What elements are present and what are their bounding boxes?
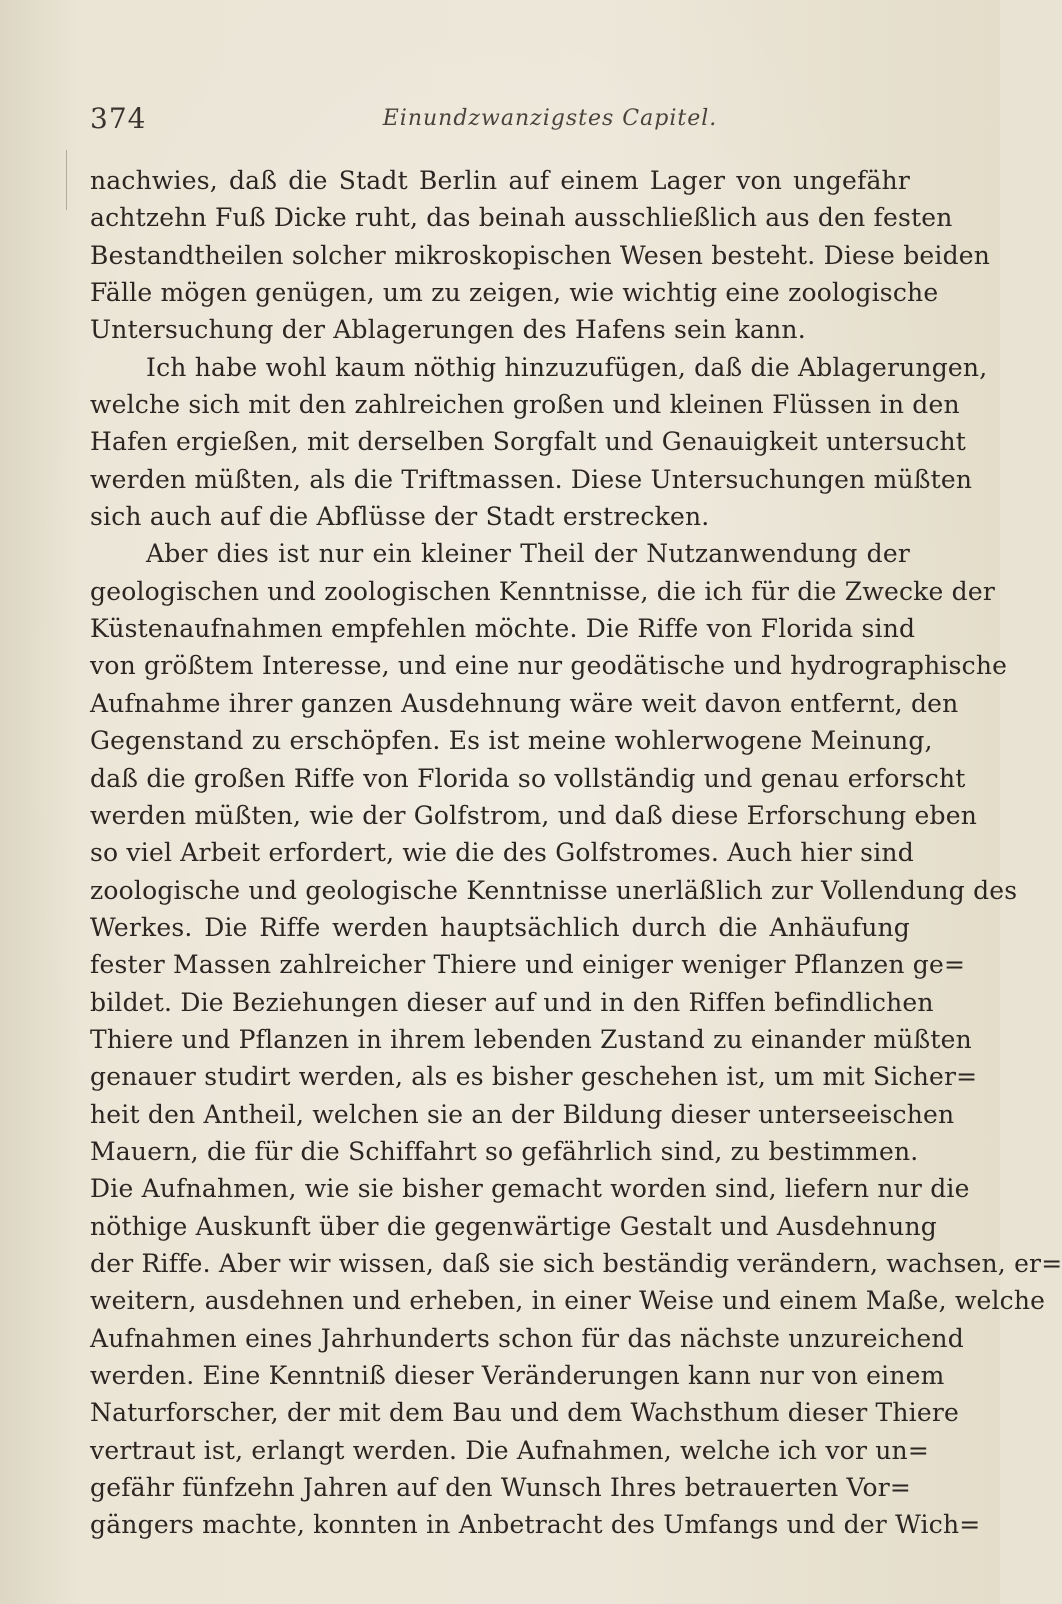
text-line: zoologische und geologische Kenntnisse unerläßlich zur Vollendung des — [90, 875, 1018, 905]
text-line: Gegenstand zu erschöpfen. Es ist meine wohlerwogene Meinung, — [90, 726, 933, 756]
text-line: daß die großen Riffe von Florida so vollständig und genau erforscht — [90, 763, 966, 793]
text-line: bildet. Die Beziehungen dieser auf und in den Riffen befindlichen — [90, 987, 934, 1017]
chapter-title: Einundzwanzigstes Capitel. — [382, 106, 718, 131]
text-line: der Riffe. Aber wir wissen, daß sie sich beständig verändern, wachsen, er= — [90, 1248, 1062, 1278]
text-line: achtzehn Fuß Dicke ruht, das beinah ausschließlich aus den festen — [90, 203, 953, 233]
running-head — [90, 102, 910, 138]
body-text — [90, 162, 1062, 1544]
text-line: Thiere und Pflanzen in ihrem lebenden Zustand zu einander müßten — [90, 1024, 972, 1054]
text-line: Aufnahmen eines Jahrhunderts schon für das nächste unzureichend — [90, 1323, 964, 1353]
text-line: weitern, ausdehnen und erheben, in einer Weise und einem Maße, welche — [90, 1286, 1046, 1316]
text-line: Die Aufnahmen, wie sie bisher gemacht worden sind, liefern nur die — [90, 1174, 970, 1204]
text-line: Werkes. Die Riffe werden hauptsächlich durch die Anhäufung — [90, 912, 910, 942]
text-line: nöthige Auskunft über die gegenwärtige Gestalt und Ausdehnung — [90, 1211, 937, 1241]
page-number: 374 — [90, 102, 147, 135]
text-line: geologischen und zoologischen Kenntnisse, die ich für die Zwecke der — [90, 576, 995, 606]
text-line: Aber dies ist nur ein kleiner Theil der Nutzanwendung der — [146, 539, 910, 569]
text-line: gefähr fünfzehn Jahren auf den Wunsch Ihres betrauerten Vor= — [90, 1473, 912, 1503]
text-line: fester Massen zahlreicher Thiere und einiger weniger Pflanzen ge= — [90, 950, 966, 980]
text-line: von größtem Interesse, und eine nur geodätische und hydrographische — [90, 651, 1008, 681]
text-line: Hafen ergießen, mit derselben Sorgfalt und Genauigkeit untersucht — [90, 427, 967, 457]
text-line: sich auch auf die Abflüsse der Stadt erstrecken. — [90, 502, 710, 532]
page-mark — [66, 150, 67, 210]
text-line: so viel Arbeit erfordert, wie die des Golfstromes. Auch hier sind — [90, 838, 914, 868]
text-line: Naturforscher, der mit dem Bau und dem Wachsthum dieser Thiere — [90, 1398, 960, 1428]
text-line: werden müßten, wie der Golfstrom, und daß diese Erforschung eben — [90, 800, 978, 830]
text-line: nachwies, daß die Stadt Berlin auf einem Lager von ungefähr — [90, 166, 910, 195]
text-line: Küstenaufnahmen empfehlen möchte. Die Riffe von Florida sind — [90, 614, 916, 644]
text-line: Untersuchung der Ablagerungen des Hafens sein kann. — [90, 315, 806, 345]
text-line: heit den Antheil, welchen sie an der Bildung dieser unterseeischen — [90, 1099, 955, 1129]
text-line: Ich habe wohl kaum nöthig hinzuzufügen, daß die Ablagerungen, — [146, 352, 988, 382]
text-line: Fälle mögen genügen, um zu zeigen, wie wichtig eine zoologische — [90, 278, 939, 308]
text-line: Mauern, die für die Schiffahrt so gefährlich sind, zu bestimmen. — [90, 1136, 919, 1166]
text-line: genauer studirt werden, als es bisher geschehen ist, um mit Sicher= — [90, 1062, 978, 1092]
text-line: Aufnahme ihrer ganzen Ausdehnung wäre weit davon entfernt, den — [90, 688, 959, 718]
text-line: werden müßten, als die Triftmassen. Diese Untersuchungen müßten — [90, 464, 973, 494]
text-line: werden. Eine Kenntniß dieser Veränderungen kann nur von einem — [90, 1361, 945, 1390]
text-line: Bestandtheilen solcher mikroskopischen Wesen besteht. Diese beiden — [90, 240, 991, 270]
text-line: vertraut ist, erlangt werden. Die Aufnahmen, welche ich vor un= — [90, 1435, 930, 1465]
text-line: welche sich mit den zahlreichen großen und kleinen Flüssen in den — [90, 390, 960, 420]
text-line: gängers machte, konnten in Anbetracht des Umfangs und der Wich= — [90, 1510, 981, 1540]
